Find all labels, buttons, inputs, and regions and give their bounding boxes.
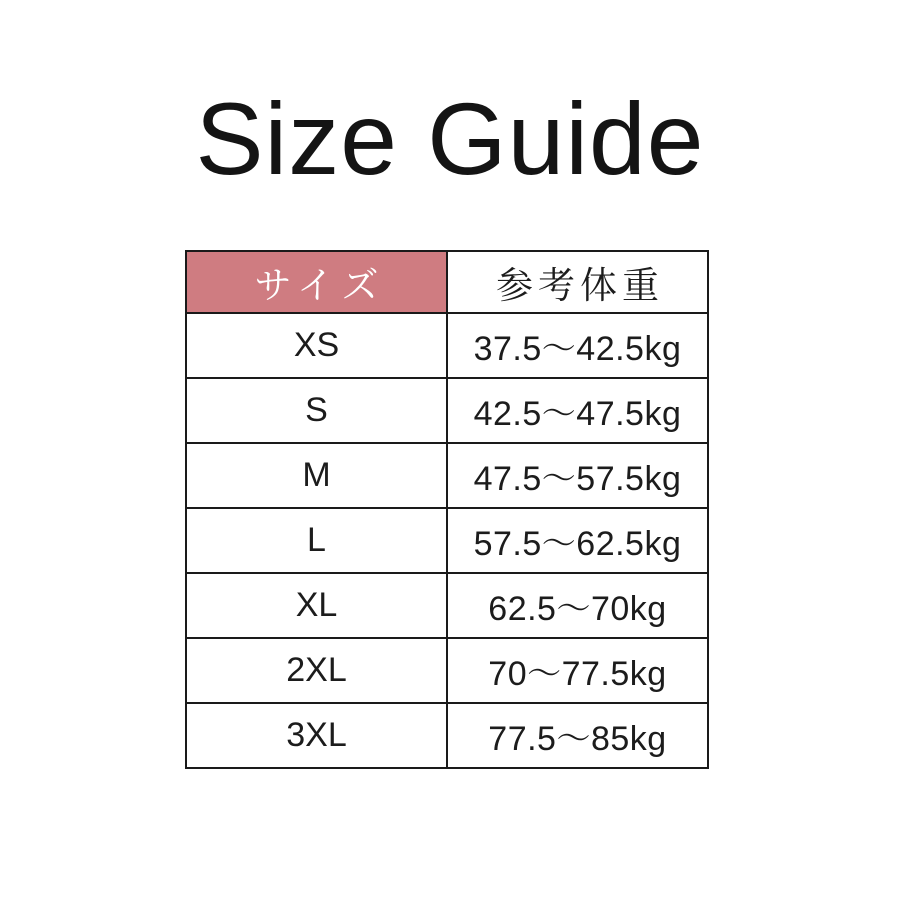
page-title: Size Guide <box>195 82 705 196</box>
table-row <box>186 703 708 768</box>
weight-cell: 62.5〜70kg <box>447 573 708 638</box>
table-row <box>186 443 708 508</box>
table-header-row <box>186 251 708 313</box>
size-cell: M <box>186 443 447 508</box>
size-cell: 2XL <box>186 638 447 703</box>
weight-cell: 42.5〜47.5kg <box>447 378 708 443</box>
size-cell: 3XL <box>186 703 447 768</box>
weight-column-header: 参考体重 <box>447 251 708 313</box>
table-row <box>186 378 708 443</box>
size-cell: S <box>186 378 447 443</box>
table-row <box>186 313 708 378</box>
weight-cell: 70〜77.5kg <box>447 638 708 703</box>
size-column-header: サイズ <box>186 251 447 313</box>
size-cell: XS <box>186 313 447 378</box>
size-cell: L <box>186 508 447 573</box>
table-row <box>186 638 708 703</box>
table-row <box>186 573 708 638</box>
table-row <box>186 508 708 573</box>
weight-cell: 37.5〜42.5kg <box>447 313 708 378</box>
weight-cell: 57.5〜62.5kg <box>447 508 708 573</box>
weight-cell: 77.5〜85kg <box>447 703 708 768</box>
size-cell: XL <box>186 573 447 638</box>
weight-cell: 47.5〜57.5kg <box>447 443 708 508</box>
size-guide-table <box>185 250 709 769</box>
